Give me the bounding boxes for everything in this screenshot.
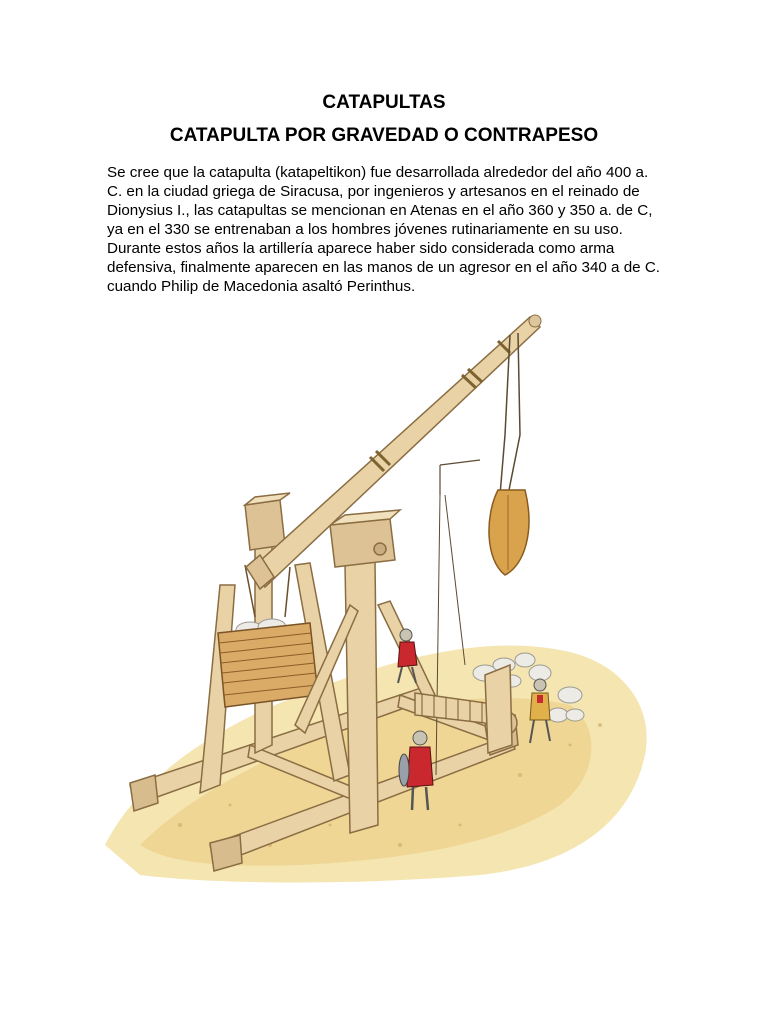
paragraph-line: Dionysius I., las catapultas se mencionan en Atenas en el año 360 y 350 a. de C, <box>107 202 653 219</box>
paragraph-line: Se cree que la catapulta (katapeltikon) fue desarrollada alrededor del año 400 a. <box>107 164 649 181</box>
paragraph-line: cuando Philip de Macedonia asaltó Perinthus. <box>107 278 416 295</box>
paragraph-line: C. en la ciudad griega de Siracusa, por ingenieros y artesanos en el reinado de <box>107 183 640 200</box>
paragraph-line: defensiva, finalmente aparecen en las manos de un agresor en el año 340 a de C. <box>107 259 661 276</box>
trebuchet-illustration <box>100 305 660 885</box>
paragraph-line: Durante estos años la artillería aparece haber sido considerada como arma <box>107 240 615 257</box>
page-subtitle: CATAPULTA POR GRAVEDAD O CONTRAPESO <box>169 125 599 146</box>
body-paragraph <box>107 163 667 296</box>
paragraph-line: ya en el 330 se entrenaban a los hombres jóvenes rutinariamente en su uso. <box>107 221 623 238</box>
page-title: CATAPULTAS <box>322 92 446 113</box>
